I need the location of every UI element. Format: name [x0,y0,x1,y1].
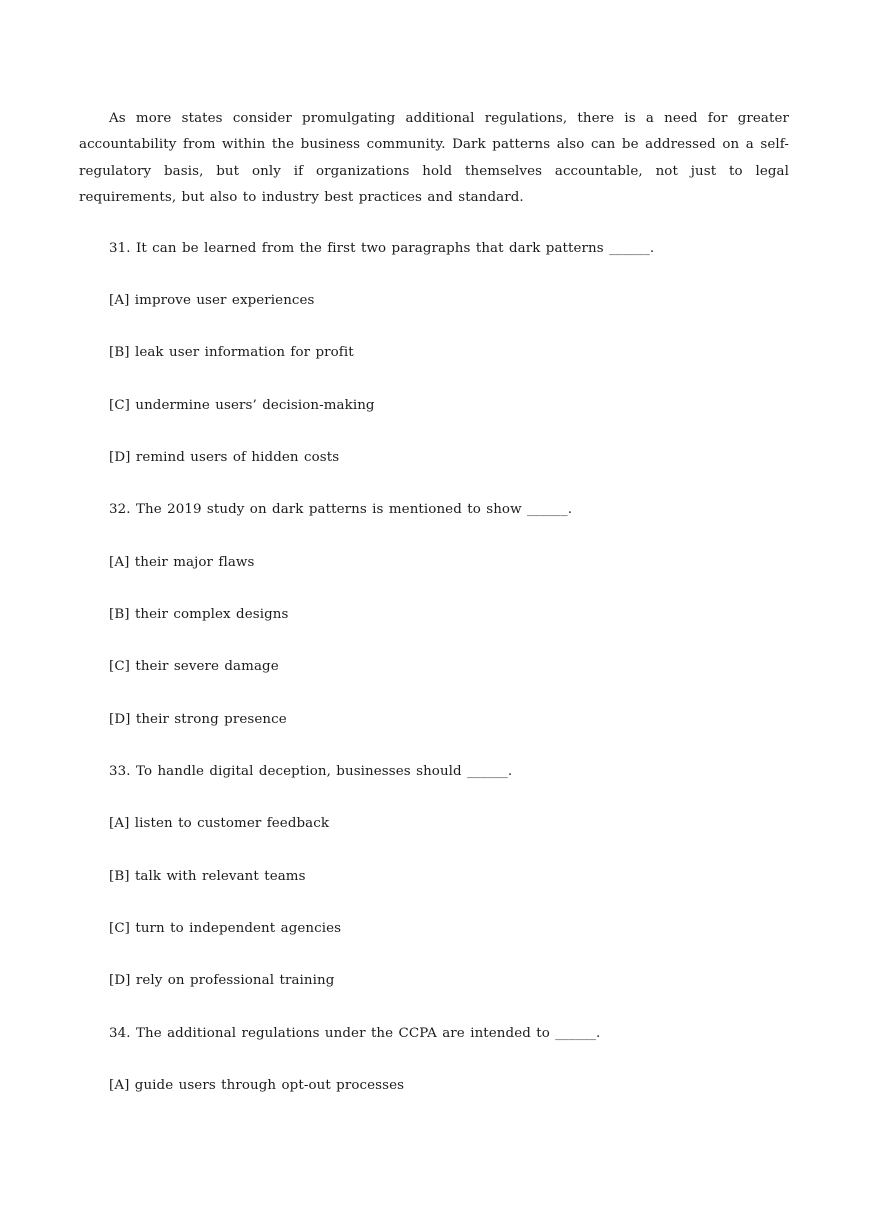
question-32-stem: 32. The 2019 study on dark patterns is mentioned to show ______. [109,502,573,517]
question-32-option-b: [B] their complex designs [109,607,289,622]
question-33-option-d: [D] rely on professional training [109,973,335,988]
question-34-option-a: [A] guide users through opt-out processes [109,1078,405,1093]
question-33-stem: 33. To handle digital deception, businesses should ______. [109,764,513,779]
question-31-stem: 31. It can be learned from the first two paragraphs that dark patterns ______. [109,241,655,256]
question-31-option-c: [C] undermine users’ decision-making [109,398,375,413]
question-34-stem: 34. The additional regulations under the CCPA are intended to ______. [109,1026,601,1041]
question-31-option-b: [B] leak user information for profit [109,345,354,360]
question-32-option-a: [A] their major flaws [109,555,255,570]
passage-paragraph: As more states consider promulgating additional regulations, there is a need for greater accountability from within the business community. Dark patterns also can be addressed on a self-regulatory basis, but only if organizations hold themselves accountable, not just to legal requirements, but also to industry best practices and standard. [79,111,789,205]
question-33-option-b: [B] talk with relevant teams [109,869,306,884]
question-32-option-d: [D] their strong presence [109,712,287,727]
question-31-option-a: [A] improve user experiences [109,293,315,308]
question-33-option-c: [C] turn to independent agencies [109,921,342,936]
question-33-option-a: [A] listen to customer feedback [109,816,330,831]
question-31-option-d: [D] remind users of hidden costs [109,450,340,465]
question-32-option-c: [C] their severe damage [109,659,279,674]
